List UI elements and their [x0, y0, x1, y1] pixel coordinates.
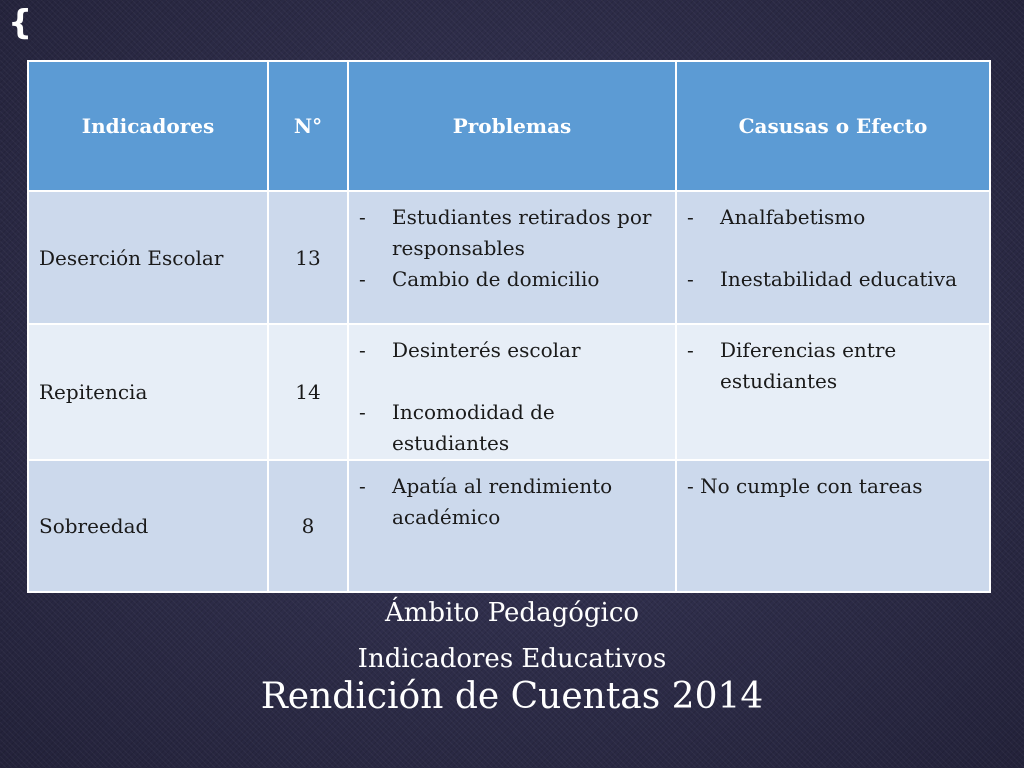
table-header-row	[28, 61, 990, 191]
causes-cell	[676, 460, 990, 592]
dash-bullet: -	[359, 400, 366, 424]
section-subtitle-secondary: Indicadores Educativos	[357, 644, 667, 674]
problems-cell	[348, 324, 676, 460]
problem-text: Estudiantes retirados por responsables	[392, 205, 652, 260]
problem-text: Desinterés escolar	[392, 338, 581, 362]
table-row	[28, 191, 990, 324]
dash-bullet: -	[359, 267, 366, 291]
dash-bullet: -	[359, 338, 366, 362]
causes-cell	[676, 324, 990, 460]
corner-bracket-icon: {	[8, 3, 33, 43]
header-numero: N°	[268, 61, 348, 191]
cause-text: - No cumple con tareas	[687, 474, 923, 498]
cause-text: Diferencias entre estudiantes	[720, 338, 897, 393]
problem-text: Apatía al rendimiento académico	[392, 474, 613, 529]
problem-text: Cambio de domicilio	[392, 267, 600, 291]
indicators-table	[27, 60, 991, 593]
dash-bullet: -	[687, 267, 694, 291]
data-table-container	[27, 60, 989, 591]
problems-cell	[348, 460, 676, 592]
cause-text: Inestabilidad educativa	[720, 267, 958, 291]
number-cell: 13	[268, 191, 348, 324]
list-item	[359, 335, 667, 366]
list-item	[359, 202, 667, 264]
table-row	[28, 460, 990, 592]
dash-bullet: -	[687, 338, 694, 362]
dash-bullet: -	[359, 205, 366, 229]
problem-text: Incomodidad de estudiantes	[392, 400, 555, 455]
indicator-cell: Repitencia	[28, 324, 268, 460]
indicator-cell: Deserción Escolar	[28, 191, 268, 324]
cause-text: Analfabetismo	[720, 205, 866, 229]
section-subtitle: Ámbito Pedagógico	[384, 598, 640, 628]
header-problemas: Problemas	[348, 61, 676, 191]
indicator-cell: Sobreedad	[28, 460, 268, 592]
header-indicadores: Indicadores	[28, 61, 268, 191]
table-row	[28, 324, 990, 460]
page-title: Rendición de Cuentas 2014	[260, 676, 764, 717]
header-causas: Casusas o Efecto	[676, 61, 990, 191]
list-item	[359, 397, 667, 459]
list-item	[359, 471, 667, 533]
dash-bullet: -	[359, 474, 366, 498]
causes-cell	[676, 191, 990, 324]
problems-cell	[348, 191, 676, 324]
dash-bullet: -	[687, 205, 694, 229]
list-item	[687, 202, 981, 233]
list-item	[687, 335, 981, 397]
number-cell: 14	[268, 324, 348, 460]
list-item	[359, 264, 667, 295]
number-cell: 8	[268, 460, 348, 592]
list-item	[687, 264, 981, 295]
